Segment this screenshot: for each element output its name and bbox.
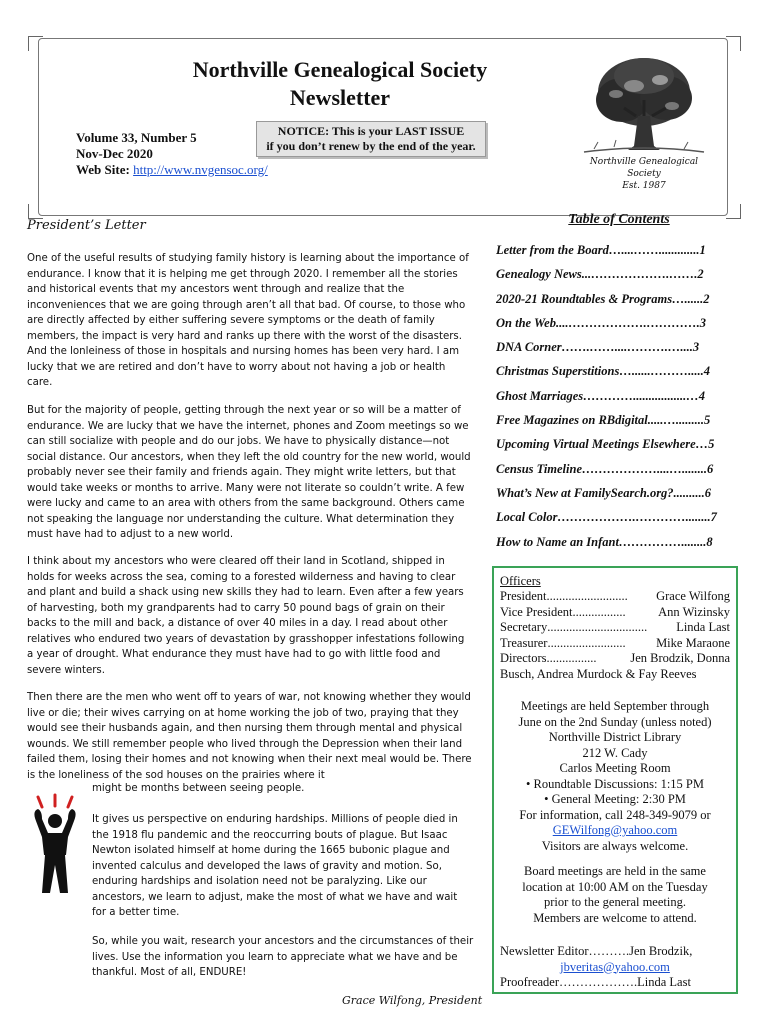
officers-list	[500, 589, 730, 682]
toc-item[interactable]: Local Color……………….…………........7	[496, 510, 717, 525]
contact-email-link[interactable]: GEWilfong@yahoo.com	[552, 823, 678, 837]
article-paragraph: One of the useful results of studying family history is learning about the importance of endurance. I know that it is helping me get through 2020. I remember all the stories and historical events that my ancestors went through and realize that the inconveniences that we are going through aren’t all that bad. Of course, to those who are directly affected by either suffering severe symptoms or the death of family members, the impact is very hard and ranks up there with the worst of the disasters. And the lonleiness of those in hospitals and nursing homes has been very hard. I am lucky that we are retired and don’t have to worry about not having a job or health care.	[27, 253, 469, 388]
web-site-link[interactable]: http://www.nvgensoc.org/	[133, 162, 268, 177]
toc-item[interactable]: Ghost Marriages………….................…4	[496, 388, 706, 403]
meeting-line: Visitors are always welcome.	[541, 838, 689, 853]
web-site: Web Site: http://www.nvgensoc.org/	[76, 162, 268, 177]
toc-item[interactable]: Letter from the Board…....…….............1	[496, 243, 706, 257]
notice-line: if you don’t renew by the end of the year.	[266, 139, 476, 153]
title-line: Northville Genealogical Society	[192, 57, 488, 82]
meeting-line: Meetings are held September through	[520, 699, 710, 713]
table-of-contents	[496, 243, 742, 559]
toc-item[interactable]: Free Magazines on RBdigital.....….........5	[496, 413, 711, 428]
toc-item[interactable]: Genealogy News...……………….…….2	[496, 267, 704, 282]
meeting-line: • General Meeting: 2:30 PM	[544, 792, 686, 806]
proofreader-label: Proofreader……………….	[500, 975, 638, 989]
toc-item[interactable]: How to Name an Infant……………........8	[496, 534, 713, 549]
leader-dots: ................................	[547, 620, 648, 634]
article-paragraph: But for the majority of people, getting through the next year or so will be a matter of endurance. We are lucky that we have the internet, phones and Zoom meetings so we can still socialize with people and do our jobs. We have to physically distance—not social distance. Our ancestors, when they left the old country for the new world, would probably never see their family and friends again. They might write letters, but that would take weeks or months to arrive. Many were not literate so couldn’t write. A few were lucky and came to an area with others from the same background. Others came not speaking the language nor understanding the culture. What determination they must have had to adjust to a new world.	[27, 405, 471, 540]
officer-row	[500, 589, 730, 605]
newsletter-title	[150, 56, 530, 112]
meeting-line: Carlos Meeting Room	[559, 761, 671, 775]
article-title: President’s Letter	[27, 218, 146, 233]
issue-date: Nov-Dec 2020	[76, 146, 153, 161]
leader-dots: .................	[572, 604, 626, 619]
officer-role: Secretary	[500, 620, 548, 634]
logo-caption	[574, 156, 714, 192]
editor-label: Newsletter Editor……….	[500, 944, 630, 958]
board-line: Members are welcome to attend.	[533, 910, 697, 925]
officer-name: Jen Brodzik, Donna	[630, 651, 730, 665]
title-line: Newsletter	[289, 85, 391, 110]
meeting-line: For information, call 248-349-9079 or	[519, 807, 711, 822]
board-line: prior to the general meeting.	[544, 895, 686, 909]
board-line: Board meetings are held in the same	[524, 864, 706, 878]
officer-row	[500, 620, 730, 636]
officer-name: Ann Wizinsky	[658, 604, 730, 619]
meeting-line: • Roundtable Discussions: 1:15 PM	[526, 776, 704, 791]
article-paragraph: Then there are the men who went off to years of war, not knowing whether they would live or die; their wives carrying on at home working the job of two, praying that they would see their husbands again, and then nursing them through mental and physical wounds. We still remember people who lived through the Depression when their land failed them, losing their homes and not knowing when their next meal would be. There is the loneliness of the sod houses on the prairies where it	[27, 692, 472, 781]
meeting-line: June on the 2nd Sunday (unless noted)	[518, 714, 712, 729]
officer-role: Treasurer	[500, 635, 548, 650]
strong-man-icon	[28, 793, 82, 901]
officer-role: Vice President	[500, 604, 573, 619]
officer-name: Mike Maraone	[656, 635, 730, 650]
article-paragraph: I think about my ancestors who were cleared off their land in Scotland, shipped in holds for weeks across the sea, coming to a forested wilderness and having to clear and plant and build a shack using new skills they had to learn. Even after a few years of harvesting, both my grandparents had to carry 50 pound bags of grain on their backs to the mill and back, a distance of over 40 miles in a day. I read about other relatives who endured two years of devastation by grasshopper infestations following a year of drought. What endurance they must have had to go with little food and severe winters.	[27, 556, 465, 676]
board-meeting-info	[500, 864, 730, 926]
editor-info	[500, 944, 730, 991]
officer-name: Linda Last	[676, 620, 730, 634]
article-paragraph-continued: might be months between seeing people.	[92, 783, 305, 794]
meeting-line: 212 W. Cady	[582, 745, 648, 760]
officer-role: Directors	[500, 651, 547, 665]
officer-name: Grace Wilfong	[656, 589, 730, 603]
officers-heading: Officers	[500, 574, 541, 588]
logo-caption-line: Est. 1987	[622, 181, 666, 191]
officer-row	[500, 651, 730, 667]
editor-line	[500, 944, 730, 960]
web-site-label: Web Site	[76, 162, 126, 177]
officer-row	[500, 605, 730, 621]
volume-number: Volume 33, Number 5	[76, 130, 197, 145]
officer-row	[500, 636, 730, 652]
notice-box	[256, 121, 486, 157]
meeting-line: Northville District Library	[548, 730, 682, 744]
article-paragraph: It gives us perspective on enduring hardships. Millions of people died in the 1918 flu pandemic and the reoccurring bouts of plague. But Isaac Newton isolated himself at home during the 1665 bubonic plague and invented calculus and developed the laws of gravity and motion. So, enduring hardships and isolation need not be paralyzing. Like our ancestors, we learn to adjust, make the most of what we have and wait for a better time.	[92, 814, 458, 918]
logo-caption-line: Northville Genealogical Society	[589, 157, 699, 179]
toc-item[interactable]: Christmas Superstitions…......……….....4	[496, 364, 710, 379]
article-paragraph: So, while you wait, research your ancestors and the circumstances of their lives. Use the information you learn to appreciate what we have and be thankful. Most of all, ENDURE!	[92, 936, 474, 978]
toc-item[interactable]: DNA Corner…….……....……….…....3	[496, 340, 700, 355]
toc-item[interactable]: Census Timeline………………....…........6	[496, 461, 714, 476]
toc-item[interactable]: 2020-21 Roundtables & Programs…......2	[496, 291, 710, 306]
toc-item[interactable]: Upcoming Virtual Meetings Elsewhere…5	[496, 437, 715, 452]
proofreader-line	[500, 975, 730, 991]
editor-email-link[interactable]: jbveritas@yahoo.com	[560, 959, 670, 974]
toc-item[interactable]: On the Web....……………….………….3	[496, 315, 706, 330]
signature: Grace Wilfong, President	[342, 994, 483, 1007]
leader-dots: ................	[546, 651, 597, 665]
editor-name: Jen Brodzik,	[629, 944, 693, 958]
meeting-info	[500, 699, 730, 854]
board-line: location at 10:00 AM on the Tuesday	[522, 879, 708, 894]
issue-info	[76, 130, 197, 162]
toc-title: Table of Contents	[568, 212, 670, 227]
notice-line: NOTICE: This is your LAST ISSUE	[277, 124, 465, 138]
toc-item[interactable]: What’s New at FamilySearch.org?..........6	[496, 485, 712, 500]
directors-continued: Busch, Andrea Murdock & Fay Reeves	[500, 666, 697, 681]
proofreader-name: Linda Last	[637, 975, 691, 989]
officer-role: President	[500, 589, 547, 603]
corner-mark	[726, 36, 741, 51]
leader-dots: .........................	[547, 635, 626, 650]
leader-dots: ..........................	[546, 589, 628, 603]
